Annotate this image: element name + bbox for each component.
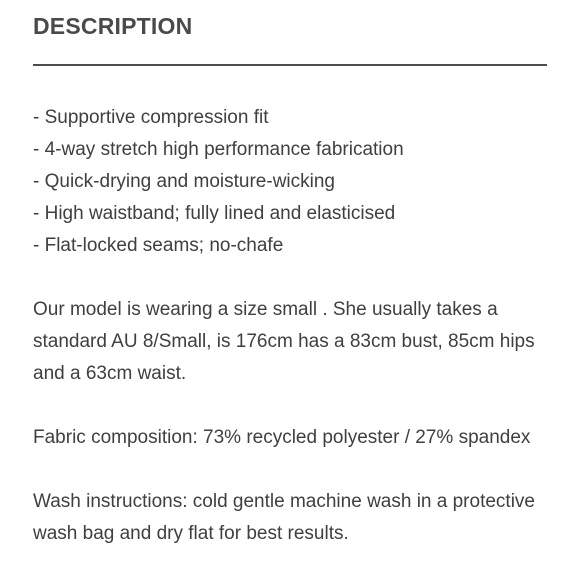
feature-item: - Supportive compression fit — [33, 107, 269, 128]
feature-item: - High waistband; fully lined and elasticised — [33, 203, 396, 224]
heading-divider — [33, 64, 547, 66]
feature-list — [33, 102, 547, 262]
model-info-text: Our model is wearing a size small . She usually takes a standard AU 8/Small, is 176cm has a 83cm bust, 85cm hips and a 63cm waist. — [33, 299, 535, 384]
wash-instructions-text: Wash instructions: cold gentle machine wash in a protective wash bag and dry flat for best results. — [33, 491, 535, 544]
description-section — [33, 0, 547, 550]
description-heading: DESCRIPTION — [33, 13, 193, 39]
feature-item: - Quick-drying and moisture-wicking — [33, 171, 335, 192]
fabric-composition-text: Fabric composition: 73% recycled polyester / 27% spandex — [33, 427, 531, 448]
feature-item: - Flat-locked seams; no-chafe — [33, 235, 284, 256]
feature-item: - 4-way stretch high performance fabrication — [33, 139, 404, 160]
